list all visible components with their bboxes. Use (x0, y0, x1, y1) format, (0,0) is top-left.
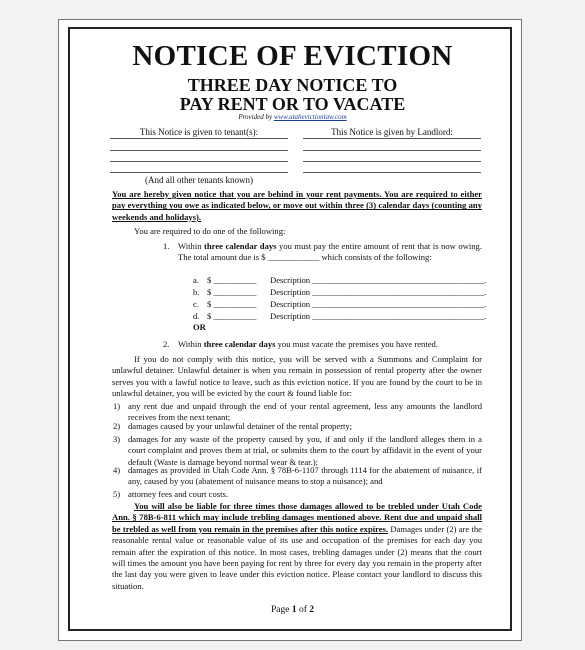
tenant-name-line-2[interactable] (110, 150, 288, 151)
other-tenants-note: (And all other tenants known) (145, 175, 253, 185)
payment-warning: You are hereby given notice that you are behind in your rent payments. You are required to either pay everything you owe as indicated below, or move out within three (3) calendar days (counting any weekends and holidays). (112, 189, 482, 222)
charge-amount-field[interactable]: $ __________ (207, 275, 257, 285)
charge-letter: c. (193, 299, 199, 309)
landlord-label: This Notice is given by Landlord: (331, 127, 453, 137)
tenant-name-line-3[interactable] (110, 161, 288, 162)
provided-url-link[interactable]: www.utahevictionlaw.com (273, 113, 347, 121)
option-1-number: 1. (163, 241, 170, 251)
provided-by: Provided by www.utahevictionlaw.com (238, 113, 347, 121)
charge-letter: d. (193, 311, 200, 321)
charge-amount-field[interactable]: $ __________ (207, 287, 257, 297)
tenant-name-line-1[interactable] (110, 138, 288, 139)
page-number: Page 1 of 2 (270, 605, 314, 615)
liability-number: 3) (113, 434, 121, 444)
charge-description-field[interactable]: Description ________________________________________. (270, 275, 487, 285)
liability-number: 2) (113, 421, 121, 431)
landlord-line-2[interactable] (303, 150, 481, 151)
notice-subtitle-2: PAY RENT OR TO VACATE (179, 94, 406, 114)
charge-letter: b. (193, 287, 200, 297)
charge-description-field[interactable]: Description ________________________________________. (270, 311, 487, 321)
landlord-line-3[interactable] (303, 161, 481, 162)
required-text: You are required to do one of the following: (134, 226, 286, 236)
tenant-name-line-4[interactable] (110, 172, 288, 173)
charge-amount-field[interactable]: $ __________ (207, 299, 257, 309)
option-2-number: 2. (163, 339, 170, 349)
liability-text: damages caused by your unlawful detainer of the rental property; (128, 421, 353, 431)
tenant-label: This Notice is given to tenant(s): (139, 127, 259, 137)
liability-text: damages as provided in Utah Code Ann. § 78B-6-1107 through 1114 for the abatement of nuisance, if any, caused by you (abatement of nuisance means to stop a nuisance); and (128, 465, 482, 487)
notice-subtitle-1: THREE DAY NOTICE TO (187, 75, 398, 95)
charge-letter: a. (193, 275, 199, 285)
landlord-line-4[interactable] (303, 172, 481, 173)
option-1-text: Within three calendar days you must pay the entire amount of rent that is now owing. The total amount due is $ ____________ which consists of the following: (178, 241, 482, 263)
charge-amount-field[interactable]: $ __________ (207, 311, 257, 321)
landlord-line-1[interactable] (303, 138, 481, 139)
option-2-text: Within three calendar days you must vacate the premises you have rented. (178, 339, 438, 349)
liability-text: any rent due and unpaid through the end of your rental agreement, less any amounts the landlord receives from the next tenant; (128, 401, 482, 423)
liability-text: attorney fees and court costs. (128, 489, 228, 499)
charge-description-field[interactable]: Description ________________________________________. (270, 287, 487, 297)
or-separator: OR (193, 322, 206, 332)
treble-paragraph: You will also be liable for three times those damages allowed to be trebled under Utah Code Ann. § 78B-6-811 which may include trebling damages mentioned above. Rent due and unpaid shall be trebled as well from you remain in the premises after this notice expires. Damages under (2) are the reasonable rental value or reasonable value of its use and occupation of the premises for each day you remain after the expiration of this notice. In most cases, trebling damages under (2) means that the court will times the amount you have been paying for rent by three for every day you remain in the property after the last day you were given to leave under this eviction notice. Please contact your landlord to discuss this situation. (112, 501, 482, 591)
liability-number: 1) (113, 401, 121, 411)
liability-text: damages for any waste of the property caused by you, if and only if the landlord alleges them in a court complaint and proves them at trial, or submits them to the court by affidavit in the event of your default (Waste is damage beyond normal wear & tear.); (128, 434, 482, 467)
liability-number: 4) (113, 465, 121, 475)
notice-title: NOTICE OF EVICTION (132, 40, 453, 72)
charge-description-field[interactable]: Description ________________________________________. (270, 299, 487, 309)
liability-number: 5) (113, 489, 121, 499)
comply-paragraph: If you do not comply with this notice, you will be served with a Summons and Complaint for unlawful detainer. Unlawful detainer is when you remain in possession of rental property after the owner serves you with a lawful notice to leave, such as this eviction notice. If you are found by the court to be in unlawful detainer, you will be evicted by the court & found liable for: (112, 354, 482, 399)
